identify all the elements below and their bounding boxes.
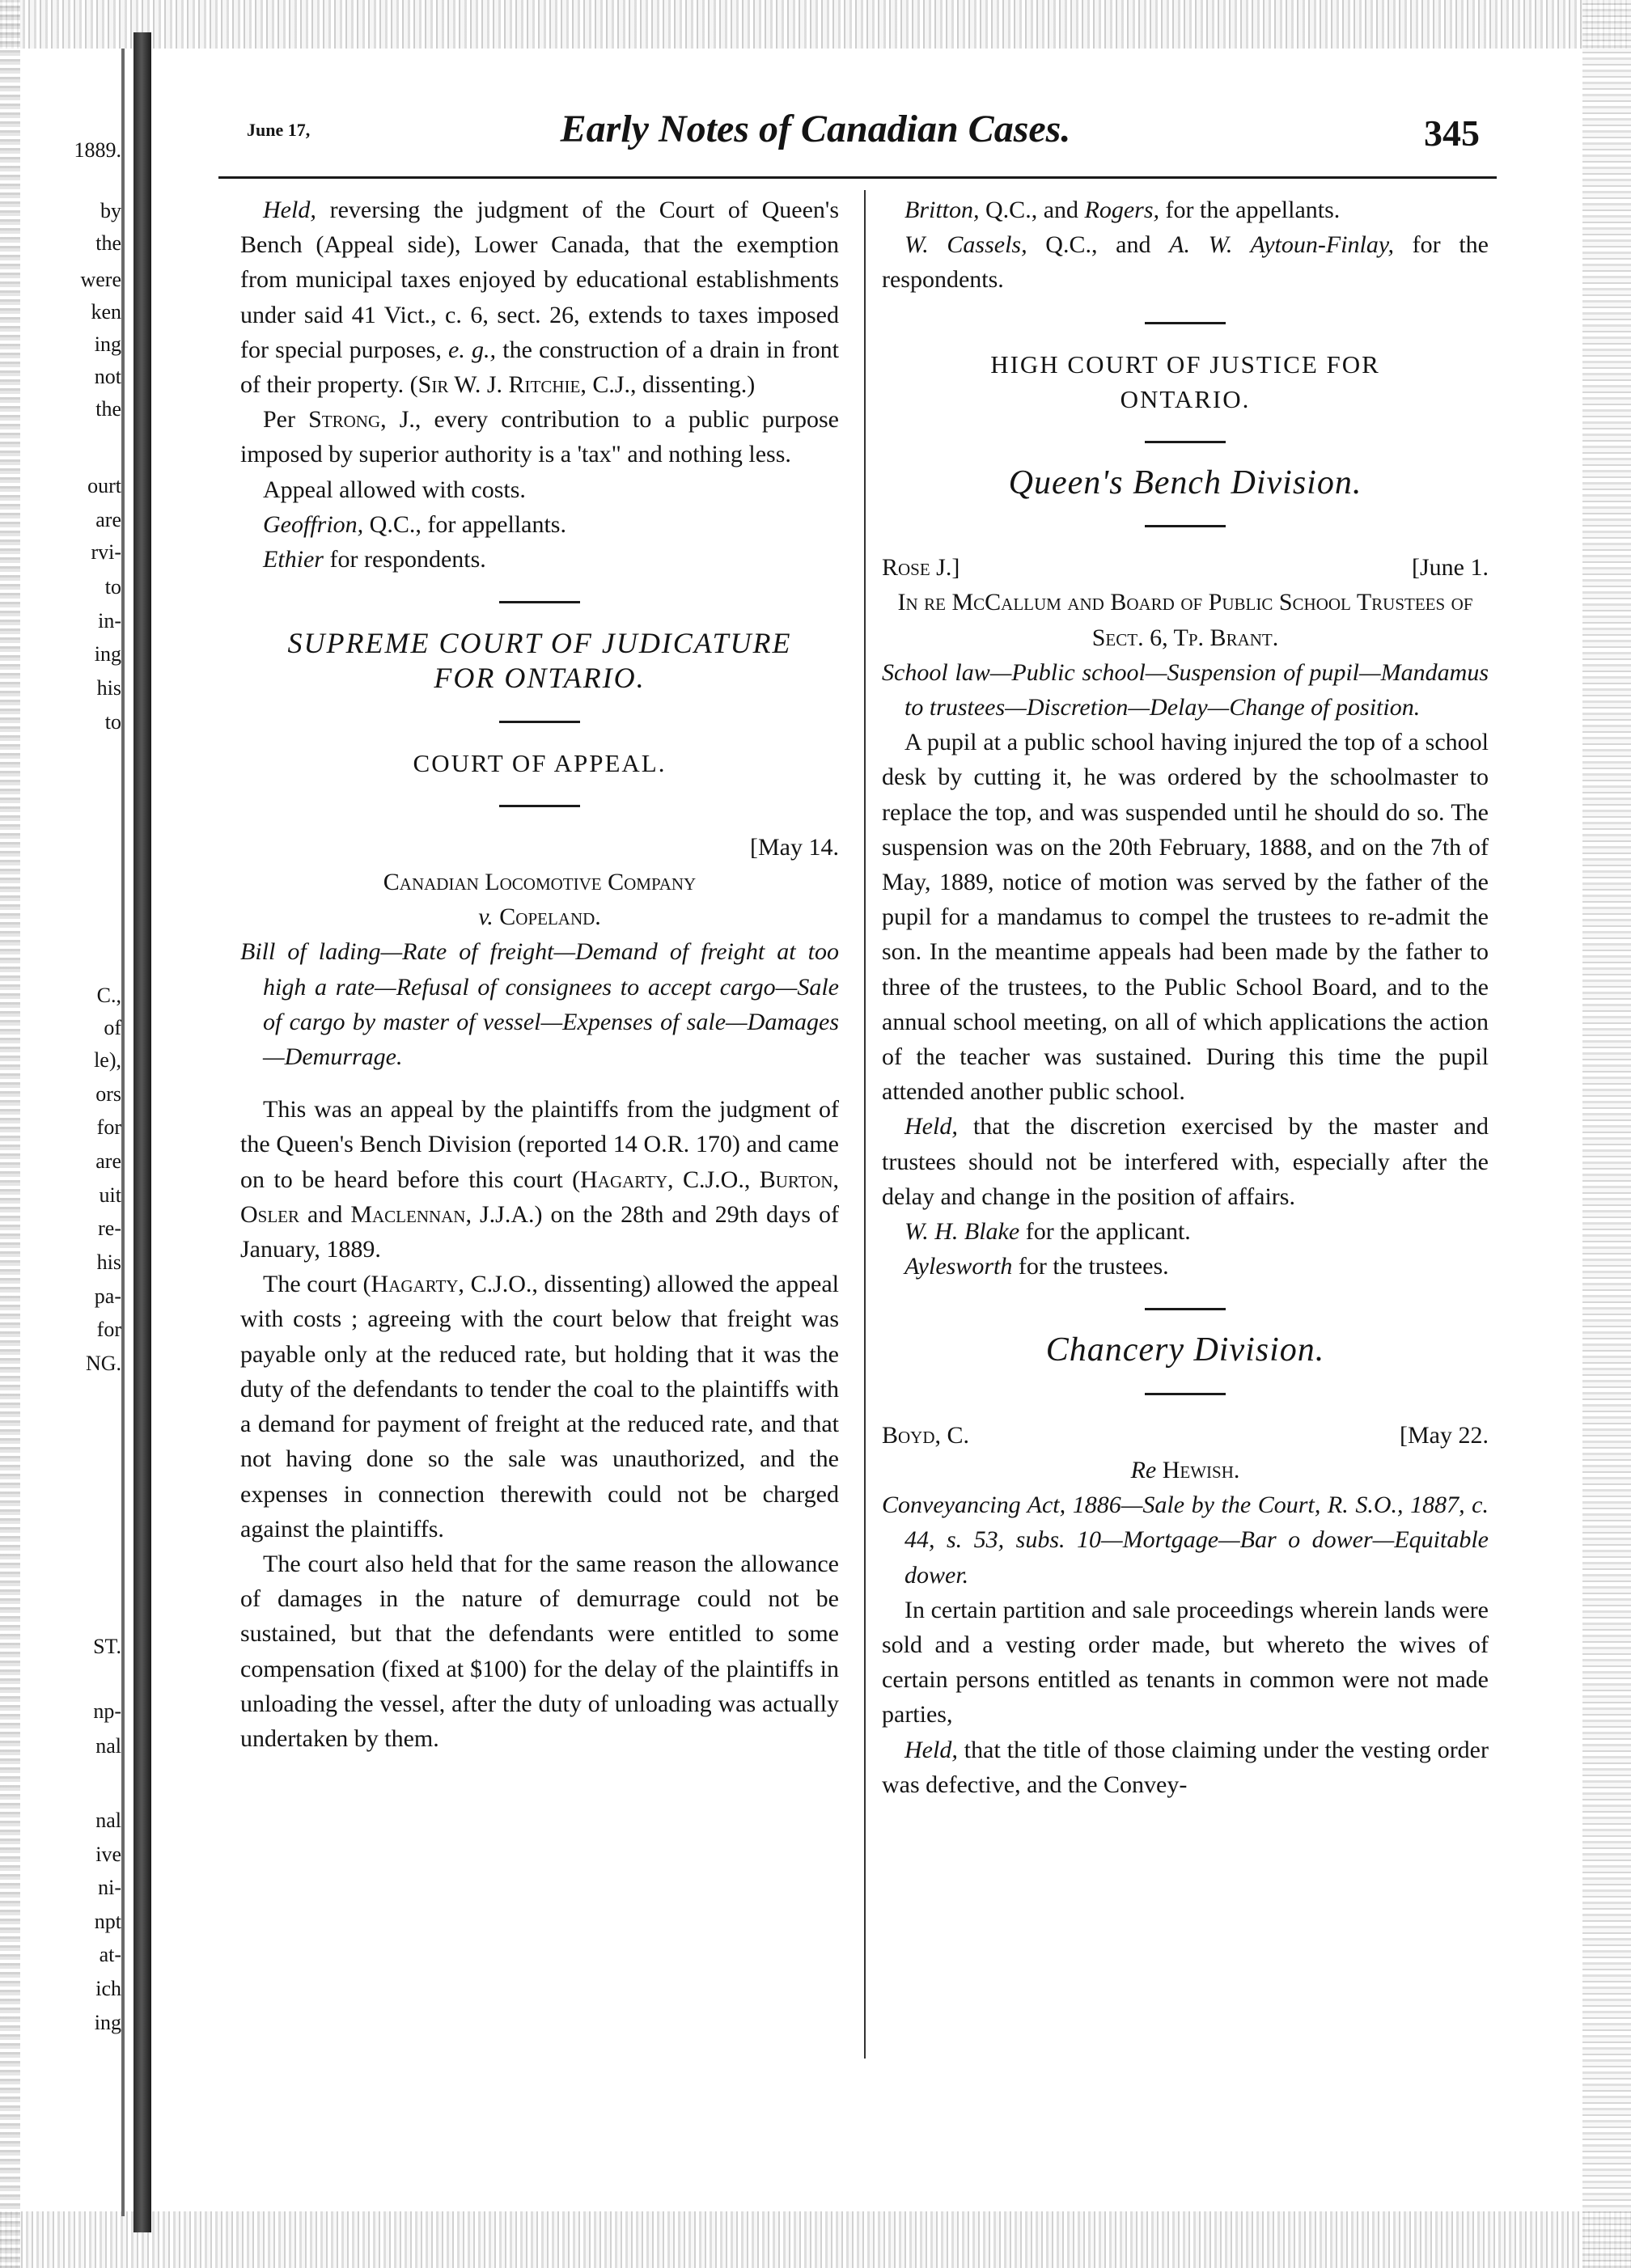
previous-page-fragments <box>0 129 121 2071</box>
previous-page-fragment: rvi- <box>91 540 121 564</box>
previous-page-fragment: pa- <box>94 1284 121 1308</box>
previous-page-fragment: ourt <box>87 474 121 497</box>
counsel-applicant: W. H. Blake for the applicant. <box>904 1218 1191 1246</box>
counsel-respondents: Ethier for respondents. <box>263 546 486 573</box>
queens-bench-heading: Queen's Bench Division. <box>1008 464 1362 502</box>
previous-page-fragment: to <box>104 710 121 734</box>
section-rule <box>1145 1393 1226 1395</box>
previous-page-fragment: 1889. <box>74 138 121 162</box>
case-name: Canadian Locomotive Company <box>383 869 697 896</box>
partition-paragraph: In certain partition and sale proceedings wherein lands were sold and a vesting order made, but whereto the wives of certain persons entitled as tenants in common were not made parties, <box>882 1596 1489 1729</box>
previous-page-fragment: ken <box>91 300 121 324</box>
previous-page-fragment: npt <box>94 1910 121 1933</box>
chancery-heading: Chancery Division. <box>1045 1331 1325 1369</box>
previous-page-fragment: his <box>96 1250 121 1274</box>
previous-page-fragment: nal <box>95 1809 121 1832</box>
supreme-court-heading: SUPREME COURT OF JUDICATURE <box>287 627 792 660</box>
counsel-appellants: Geoffrion, Q.C., for appellants. <box>263 510 566 538</box>
previous-page-fragment: his <box>96 676 121 700</box>
strong-paragraph: Per Strong, J., every contribution to a public purpose imposed by superior authority is a 'tax" and nothing less. <box>240 406 839 468</box>
previous-page-fragment: ST. <box>93 1635 121 1658</box>
previous-page-fragment: ive <box>95 1843 121 1866</box>
right-column <box>882 193 1489 1802</box>
held-paragraph: Held, that the discretion exercised by the master and trustees should not be interfered with, especially after the delay and change in the position of affairs. <box>882 1113 1489 1210</box>
scan-edge-right <box>1582 0 1631 2268</box>
left-column <box>240 193 839 1756</box>
counsel-appellants: Britton, Q.C., and Rogers, for the appellants. <box>904 197 1341 223</box>
high-court-heading: HIGH COURT OF JUSTICE FOR <box>990 349 1380 379</box>
catchwords: School law—Public school—Suspension of pupil—Mandamus to trustees—Discretion—Delay—Change of position. <box>882 658 1489 721</box>
high-court-heading-line2: ONTARIO. <box>1120 384 1251 413</box>
previous-page-fragment: were <box>80 268 121 291</box>
previous-page-fragment: not <box>94 365 121 388</box>
header-rule <box>218 176 1497 179</box>
section-rule <box>1145 322 1226 324</box>
previous-page-fragment: ni- <box>98 1876 121 1899</box>
previous-page-fragment: the <box>95 397 121 421</box>
section-rule <box>499 721 580 723</box>
header-date: June 17, <box>247 120 311 140</box>
facts-paragraph: A pupil at a public school having injured the top of a school desk by cutting it, he was ordered by the schoolmaster to replace the top, and was suspended until he should do so. The suspension was on the 20th February, 1888, and on the 7th of May, 1889, notice of motion was served by the father of the pupil for a mandamus to compel the trustees to re-admit the son. In the meantime appeals had been made by the father to three of the trustees, to the Public School Board, and to the annual school meeting, on all of which applications the action of the teacher was sustained. During this time the pupil attended another public school. <box>882 729 1489 1106</box>
column-divider <box>864 190 866 2059</box>
section-rule <box>1145 441 1226 443</box>
previous-page-fragment: le), <box>94 1048 121 1072</box>
previous-page-fragment: by <box>100 199 121 222</box>
previous-page-fragment: ing <box>94 2011 121 2034</box>
previous-page-fragment: are <box>95 508 121 531</box>
previous-page-fragment: ich <box>95 1977 121 2000</box>
case-date: [May 14. <box>750 833 839 861</box>
previous-page-fragment: uit <box>99 1183 121 1207</box>
book-binding <box>133 32 151 2232</box>
scan-edge-bottom <box>0 2211 1631 2268</box>
supreme-court-heading-line2: FOR ONTARIO. <box>434 662 646 695</box>
held-paragraph: Held, reversing the judgment of the Court of Queen's Bench (Appeal side), Lower Canada, that the exemption from municipal taxes enjoyed by educational establishments under said 41 Vict., c. 6, sect. 26, extends to taxes imposed for special purposes, e. g., the construction of a drain in front of their property. (Sir W. J. Ritchie, C.J., dissenting.) <box>240 197 839 399</box>
court-paragraph: The court (Hagarty, C.J.O., dissenting) allowed the appeal with costs ; agreeing with the court below that freight was payable only at the reduced rate, but holding that it was the duty of the defendants to tender the coal to the plaintiffs with a demand for payment of freight at the reduced rate, and that not having done so the sale was unauthorized, and the expenses in connection therewith could not be charged against the plaintiffs. <box>240 1271 839 1542</box>
previous-page-fragment: nal <box>95 1734 121 1758</box>
judge-date-line: Boyd, C. [May 22. <box>882 1421 1489 1449</box>
previous-page-fragment: ing <box>94 332 121 356</box>
case-name-line2: v. Copeland. <box>478 903 601 931</box>
held-paragraph: Held, that the title of those claiming under the vesting order was defective, and the Convey- <box>882 1736 1489 1798</box>
scan-edge-top <box>0 0 1631 49</box>
previous-page-fragment: of <box>104 1016 121 1039</box>
section-rule <box>1145 525 1226 527</box>
catchwords: Conveyancing Act, 1886—Sale by the Court, R. S.O., 1887, c. 44, s. 53, subs. 10—Mortgage—Bar o dower—Equitable dower. <box>882 1492 1489 1589</box>
previous-page-fragment: at- <box>99 1943 121 1966</box>
counsel-trustees: Aylesworth for the trustees. <box>904 1253 1169 1280</box>
previous-page-fragment: are <box>95 1149 121 1173</box>
previous-page-fragment: to <box>104 575 121 599</box>
previous-page-fragment: in- <box>98 609 121 633</box>
catchwords: Bill of lading—Rate of freight—Demand of freight at too high a rate—Refusal of consignees to accept cargo—Sale of cargo by master of vessel—Expenses of sale—Damages—Demurrage. <box>240 938 839 1071</box>
court-of-appeal-heading: COURT OF APPEAL. <box>413 748 667 777</box>
previous-page-fragment: re- <box>98 1217 121 1240</box>
previous-page-fragment: C., <box>96 984 121 1007</box>
appeal-allowed: Appeal allowed with costs. <box>263 476 526 503</box>
previous-page-fragment: ors <box>95 1082 121 1106</box>
judge-date-line: Rose J.] [June 1. <box>882 554 1489 582</box>
section-rule <box>1145 1308 1226 1310</box>
previous-page-fragment: np- <box>93 1699 121 1723</box>
section-rule <box>499 805 580 807</box>
previous-page-fragment: the <box>95 231 121 255</box>
case-name: In re McCallum and Board of Public School Trustees of Sect. 6, Tp. Brant. <box>897 589 1473 651</box>
previous-page-fragment: NG. <box>85 1352 121 1375</box>
case-name: Re Hewish. <box>1130 1456 1240 1483</box>
previous-page-fragment: for <box>96 1115 121 1139</box>
previous-page-fragment: for <box>96 1318 121 1341</box>
demurrage-paragraph: The court also held that for the same reason the allowance of damages in the nature of demurrage could not be sustained, but that the defendants were entitled to some compensation (fixed at $100) for the delay of the plaintiffs in unloading the vessel, after the duty of unloading was actually undertaken by them. <box>240 1550 839 1752</box>
counsel-respondents: W. Cassels, Q.C., and A. W. Aytoun-Finlay, for the respondents. <box>882 231 1489 294</box>
page-number: 345 <box>1424 112 1480 154</box>
previous-page-fragment: ing <box>94 642 121 666</box>
page-gutter-line <box>121 49 125 2216</box>
appeal-paragraph: This was an appeal by the plaintiffs from the judgment of the Queen's Bench Division (reported 14 O.R. 170) and came on to be heard before this court (Hagarty, C.J.O., Burton, Osler and Maclennan, J.J.A.) on the 28th and 29th days of January, 1889. <box>240 1096 839 1263</box>
section-rule <box>499 601 580 603</box>
header-title: Early Notes of Canadian Cases. <box>560 108 1071 150</box>
